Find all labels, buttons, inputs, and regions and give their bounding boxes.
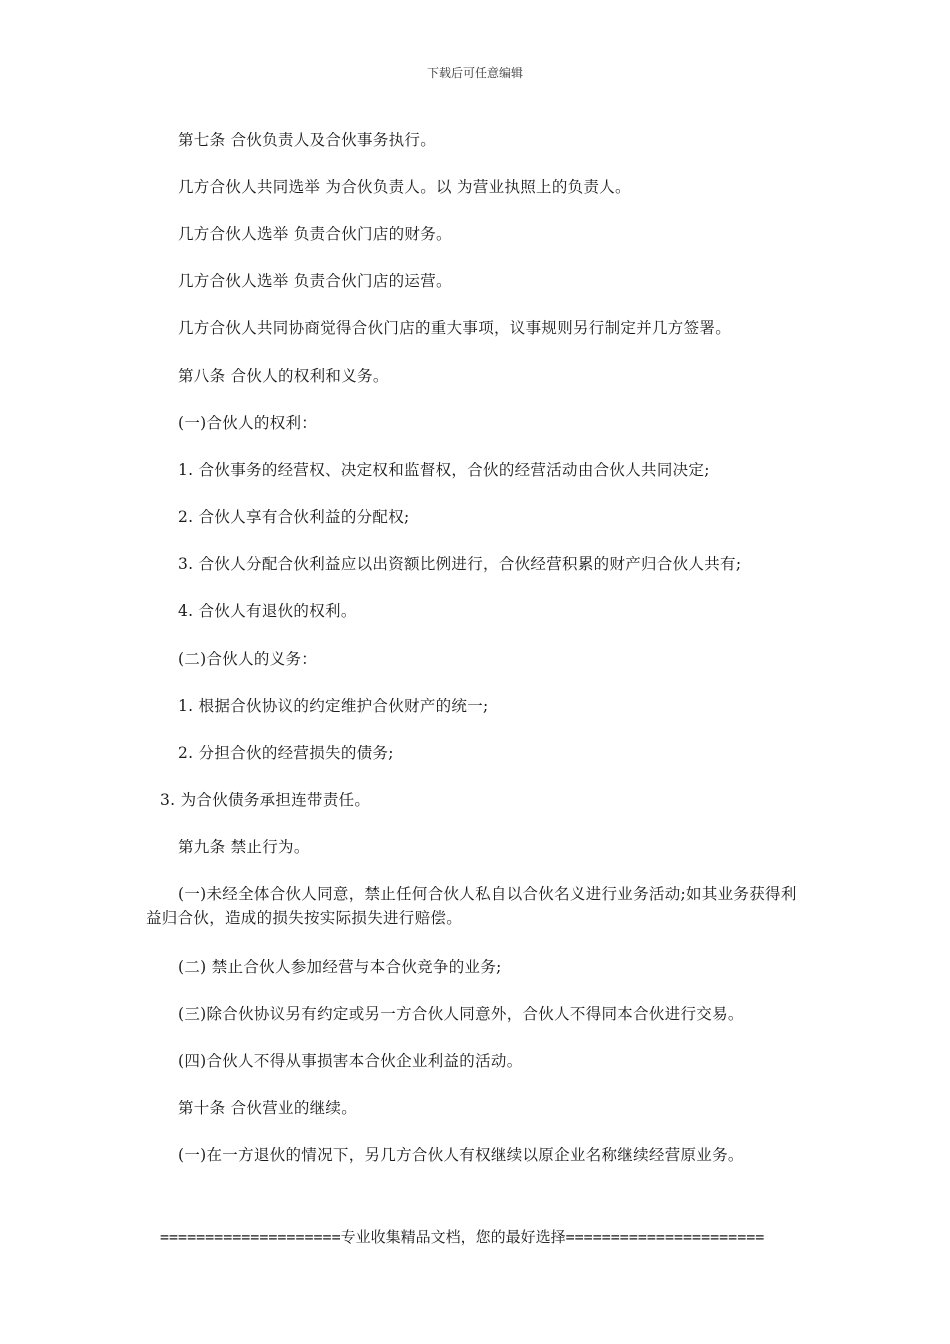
duties-heading: (二)合伙人的义务： (178, 650, 318, 668)
rights-heading: (一)合伙人的权利： (178, 414, 318, 432)
rights-item-4: 4. 合伙人有退伙的权利。 (178, 602, 357, 620)
duties-item-1: 1. 根据合伙协议的约定维护合伙财产的统一; (178, 697, 489, 715)
article-7-title: 第七条 合伙负责人及合伙事务执行。 (178, 131, 437, 149)
article-7-clause-2: 几方合伙人选举 负责合伙门店的财务。 (178, 225, 452, 243)
article-9-title: 第九条 禁止行为。 (178, 838, 310, 856)
prohibition-1: (一)未经全体合伙人同意，禁止任何合伙人私自以合伙名义进行业务活动;如其业务获得利益归合伙，造成的损失按实际损失进行赔偿。 (146, 885, 797, 927)
article-7-clause-4: 几方合伙人共同协商觉得合伙门店的重大事项，议事规则另行制定并几方签署。 (178, 319, 732, 337)
prohibition-3: (三)除合伙协议另有约定或另一方合伙人同意外，合伙人不得同本合伙进行交易。 (178, 1005, 744, 1023)
page-footer-banner: ====================专业收集精品文档，您的最好选择====================== (160, 1228, 765, 1246)
rights-item-3: 3. 合伙人分配合伙利益应以出资额比例进行，合伙经营积累的财产归合伙人共有; (178, 555, 742, 573)
duties-item-2: 2. 分担合伙的经营损失的债务; (178, 744, 394, 762)
rights-item-2: 2. 合伙人享有合伙利益的分配权; (178, 508, 410, 526)
prohibition-4: (四)合伙人不得从事损害本合伙企业利益的活动。 (178, 1052, 523, 1070)
article-10-title: 第十条 合伙营业的继续。 (178, 1099, 358, 1117)
continuation-clause-1: (一)在一方退伙的情况下，另几方合伙人有权继续以原企业名称继续经营原业务。 (178, 1146, 744, 1164)
duties-item-3: 3. 为合伙债务承担连带责任。 (160, 791, 371, 809)
article-7-clause-1: 几方合伙人共同选举 为合伙负责人。以 为营业执照上的负责人。 (178, 178, 631, 196)
article-8-title: 第八条 合伙人的权利和义务。 (178, 367, 389, 385)
prohibition-2: (二) 禁止合伙人参加经营与本合伙竞争的业务; (178, 958, 502, 976)
article-7-clause-3: 几方合伙人选举 负责合伙门店的运营。 (178, 272, 452, 290)
page-header-note: 下载后可任意编辑 (426, 66, 523, 80)
rights-item-1: 1. 合伙事务的经营权、决定权和监督权，合伙的经营活动由合伙人共同决定; (178, 461, 710, 479)
